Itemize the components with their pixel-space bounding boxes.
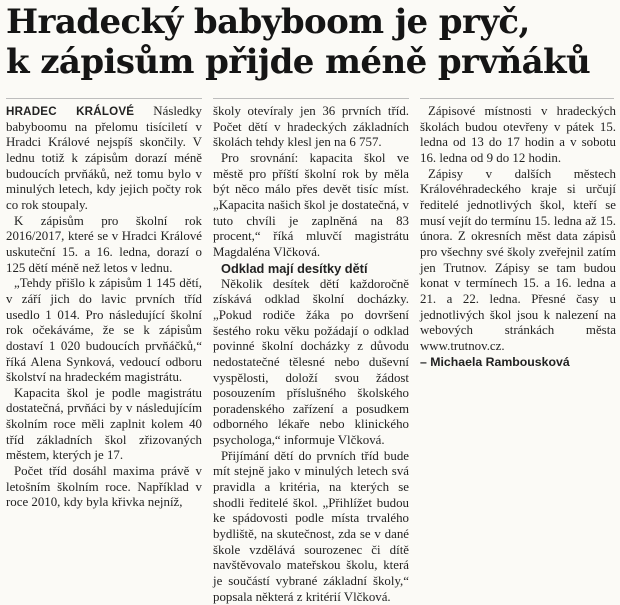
- column-rule-3: [420, 98, 614, 99]
- article-column-3: [420, 104, 616, 370]
- column-rule-2: [213, 98, 409, 99]
- dateline: HRADEC KRÁLOVÉ: [6, 105, 135, 118]
- paragraph-4: Kapacita škol je podle magistrátu dostatečná, prvňáci by v následujícím školním roce měli zaplnit kolem 40 tříd základních škol zřizovaných městem, kterých je 17.: [6, 385, 202, 463]
- article-column-2: [213, 104, 409, 605]
- paragraph-9: Přijímání dětí do prvních tříd bude mít stejně jako v minulých letech svá pravidla a kritéria, na kterých se shodli ředitelé škol. „Přihlížet budou ke spádovosti podle místa trvalého bydliště, na skutečnost, zda se v dané škole vzdělává sourozenec či dítě navštěvovalo mateřskou školu, která je součástí vybrané základní školy,“ popsala některá z kritérií Vlčková.: [213, 448, 409, 604]
- paragraph-5: Počet tříd dosáhl maxima právě v letošním školním roce. Například v roce 2010, kdy byla křivka nejníž,: [6, 464, 202, 510]
- headline: [6, 2, 614, 82]
- paragraph-8: Několik desítek dětí každoročně získává odklad školní docházky. „Pokud rodiče žáka po dovršení šestého roku věku požádají o odklad povinné školní docházky z důvodu nedostatečné tělesné nebo duševní vyspělosti, doloží svou žádost posouzením příslušného školského poradenského zařízení a posudkem odborného lékaře nebo klinického psychologa,“ informuje Vlčková.: [213, 276, 409, 448]
- paragraph-1-text: Následky babyboomu na přelomu tisíciletí v Hradci Králové nejspíš skončily. V lednu totiž k zápisům dorazí méně budoucích prvňáků, než tomu bylo v minulých letech, kdy jejich počty rok co rok stoupaly.: [6, 104, 202, 212]
- article-column-1: [6, 104, 202, 511]
- paragraph-lead: [6, 104, 202, 214]
- paragraph-3: „Tehdy přišlo k zápisům 1 145 dětí, v září jich do lavic prvních tříd usedlo 1 014. Pro následující školní rok očekáváme, že se k zápisům dostaví 1 020 budoucích prvňáčků,“ říká Alena Synková, vedoucí odboru školství na hradeckém magistrátu.: [6, 276, 202, 385]
- paragraph-10: Zápisové místnosti v hradeckých školách budou otevřeny v pátek 15. ledna od 13 do 17 hodin a v sobotu 16. ledna od 9 do 12 hodin.: [420, 104, 616, 165]
- paragraph-2: K zápisům pro školní rok 2016/2017, které se v Hradci Králové uskuteční 15. a 16. ledna, dorazí o 125 dětí méně než letos v lednu.: [6, 213, 202, 275]
- column-rule-1: [6, 98, 202, 99]
- headline-line-2: k zápisům přijde méně prvňáků: [6, 42, 591, 82]
- paragraph-7: Pro srovnání: kapacita škol ve městě pro příští školní rok by měla být něco málo přes devět tisíc míst. „Kapacita našich škol je dostatečná, v tuto chvíli je zaplněná na 83 procent,“ říká mluvčí magistrátu Magdaléna Vlčková.: [213, 150, 409, 259]
- headline-line-1: Hradecký babyboom je pryč,: [6, 2, 530, 42]
- byline: – Michaela Rambousková: [420, 354, 570, 369]
- subheading: Odklad mají desítky dětí: [221, 260, 368, 276]
- paragraph-6: školy otevíraly jen 36 prvních tříd. Počet dětí v hradeckých základních školách tehdy klesl jen na 6 757.: [213, 104, 409, 150]
- paragraph-11: Zápisy v dalších městech Královéhradeckého kraje si určují ředitelé jednotlivých škol, kteří se musí vejít do termínu 15. ledna až 15. února. Z okresních měst data zápisů pro všechny své školy zveřejnil zatím jen Trutnov. Zápisy se tam budou konat v termínech 15. a 16. ledna a 21. a 22. ledna. Přesné časy u jednotlivých škol jsou k nalezení na webových stránkách města www.trutnov.cz.: [420, 166, 616, 353]
